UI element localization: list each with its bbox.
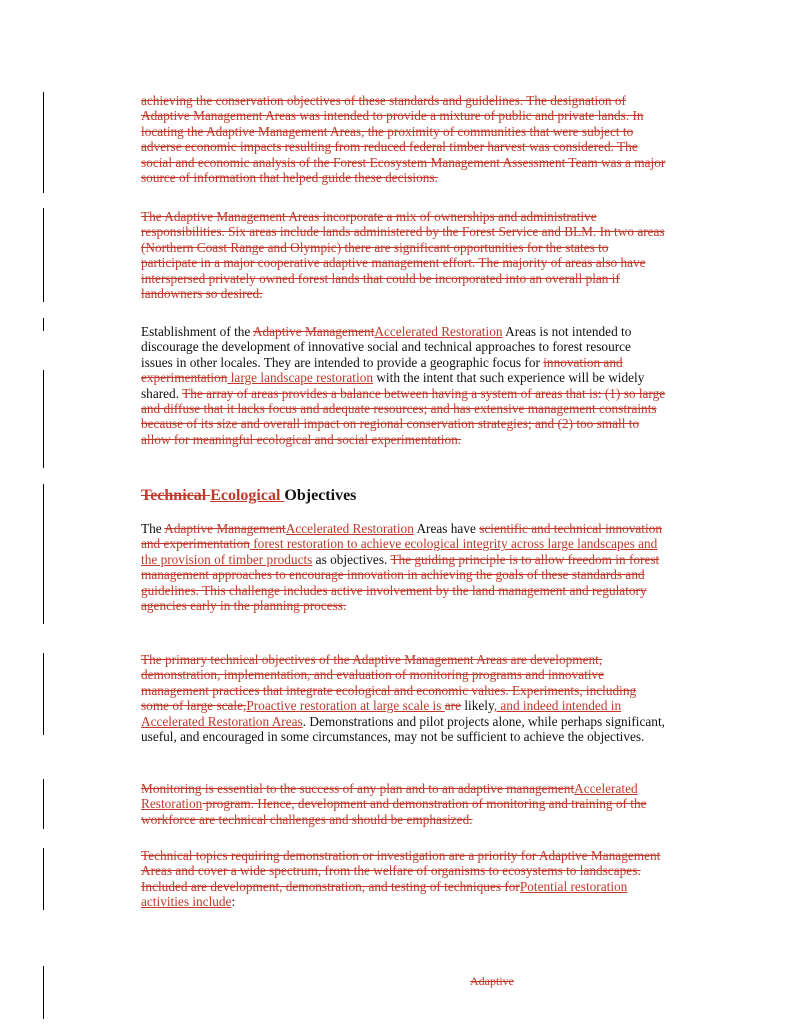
deleted-text: The primary technical objectives of the Adaptive Management Areas are development, demonstration, implementation, and evaluation of monitoring programs and innovative management practices that integrate ecological and economic values. Experiments, including some of large scale, (141, 652, 637, 714)
change-bar (43, 484, 44, 624)
inserted-text: large landscape restoration (227, 370, 373, 386)
paragraph-3 (141, 324, 666, 447)
paragraph-2 (141, 209, 666, 301)
deleted-text: The Adaptive Management Areas incorporate a mix of ownerships and administrative responsibilities. Six areas include lands administered by the Forest Service and BLM. In two areas (Northern Coast Range and Olympic) there are significant opportunities for the states to participate in a major cooperative adaptive management effort. The majority of areas also have interspersed privately owned forest lands that could be incorporated into an overall plan if landowners so desired. (141, 209, 665, 302)
inserted-text: Accelerated Restoration (374, 324, 503, 339)
paragraph-6 (141, 781, 666, 827)
deleted-text: Adaptive Management (252, 324, 375, 339)
change-bar (43, 318, 44, 331)
body-text: . Demonstrations and pilot projects alone, while perhaps significant, useful, and encouraged in some circumstances, may not be sufficient to achieve the objectives. (141, 713, 665, 745)
change-bar (43, 966, 44, 1019)
change-bar (43, 208, 44, 302)
deleted-heading-word: Technical (141, 487, 211, 504)
inserted-text: , and indeed intended in Accelerated Restoration Areas (141, 698, 622, 729)
footer-deleted-word (470, 974, 514, 989)
body-text: Areas is not intended to discourage the development of innovative social and technical approaches to forest resource issues in other locales. They are intended to provide a geographic focus for (141, 324, 632, 370)
change-bar (43, 779, 44, 829)
inserted-heading-word: Ecological (210, 487, 285, 504)
paragraph-4 (141, 521, 666, 613)
body-text: with the intent that such experience will be widely shared. (141, 370, 645, 401)
body-text: : (231, 894, 236, 910)
paragraph-7 (141, 848, 666, 910)
body-text: as objectives. (312, 551, 391, 567)
body-text: Areas have (413, 521, 480, 536)
body-text: likely (461, 698, 494, 714)
body-text: Establishment of the (141, 324, 253, 339)
deleted-text: are (444, 698, 461, 714)
deleted-text: program. Hence, development and demonstration of monitoring and training of the workforce are technical challenges and should be emphasized. (141, 796, 647, 827)
inserted-text: Proactive restoration at large scale is (246, 698, 445, 714)
inserted-text: forest restoration to achieve ecological integrity across large landscapes and the provision of timber products (141, 536, 658, 567)
deleted-text: Adaptive (470, 974, 514, 988)
deleted-text: The array of areas provides a balance between having a system of areas that is: (1) so large and diffuse that it lacks focus and adequate resources; and has extensive management constraints because of its size and overall impact on regional conservation strategies; and (2) too small to allow for meaningful ecological and social experimentation. (141, 385, 666, 447)
deleted-text: Technical topics requiring demonstration or investigation are a priority for Adaptive Management Areas and cover a wide spectrum, from the welfare of organisms to ecosystems to landscapes. Included are development, demonstration, and testing of techniques for (141, 848, 661, 894)
deleted-text: achieving the conservation objectives of these standards and guidelines. The designation of Adaptive Management Areas was intended to provide a mixture of public and private lands. In locating the Adaptive Management Areas, the proximity of communities that were subject to adverse economic impacts resulting from reduced federal timber harvest was considered. The social and economic analysis of the Forest Ecosystem Management Assessment Team was a major source of information that helped guide these decisions. (141, 93, 666, 186)
inserted-text: Potential restoration activities include (141, 878, 628, 910)
change-bar (43, 653, 44, 735)
inserted-text: Accelerated Restoration (285, 521, 414, 536)
deleted-text: innovation and experimentation (141, 354, 623, 386)
paragraph-1 (141, 93, 666, 185)
section-heading (141, 486, 356, 506)
deleted-text: The guiding principle is to allow freedom in forest management approaches to encourage innovation in achieving the goals of these standards and guidelines. This challenge includes active involvement by the land management and regulatory agencies early in the planning process. (141, 551, 660, 614)
heading-text: Objectives (284, 487, 357, 504)
deleted-text: Adaptive Management (164, 521, 286, 536)
body-text: The (141, 521, 165, 536)
change-bar (43, 848, 44, 910)
change-bar (43, 370, 44, 468)
paragraph-5 (141, 652, 666, 744)
deleted-text: Monitoring is essential to the success of any plan and to an adaptive management (141, 781, 575, 796)
inserted-text: Accelerated Restoration (141, 781, 638, 812)
deleted-text: scientific and technical innovation and experimentation (141, 521, 662, 552)
change-bar (43, 92, 44, 193)
